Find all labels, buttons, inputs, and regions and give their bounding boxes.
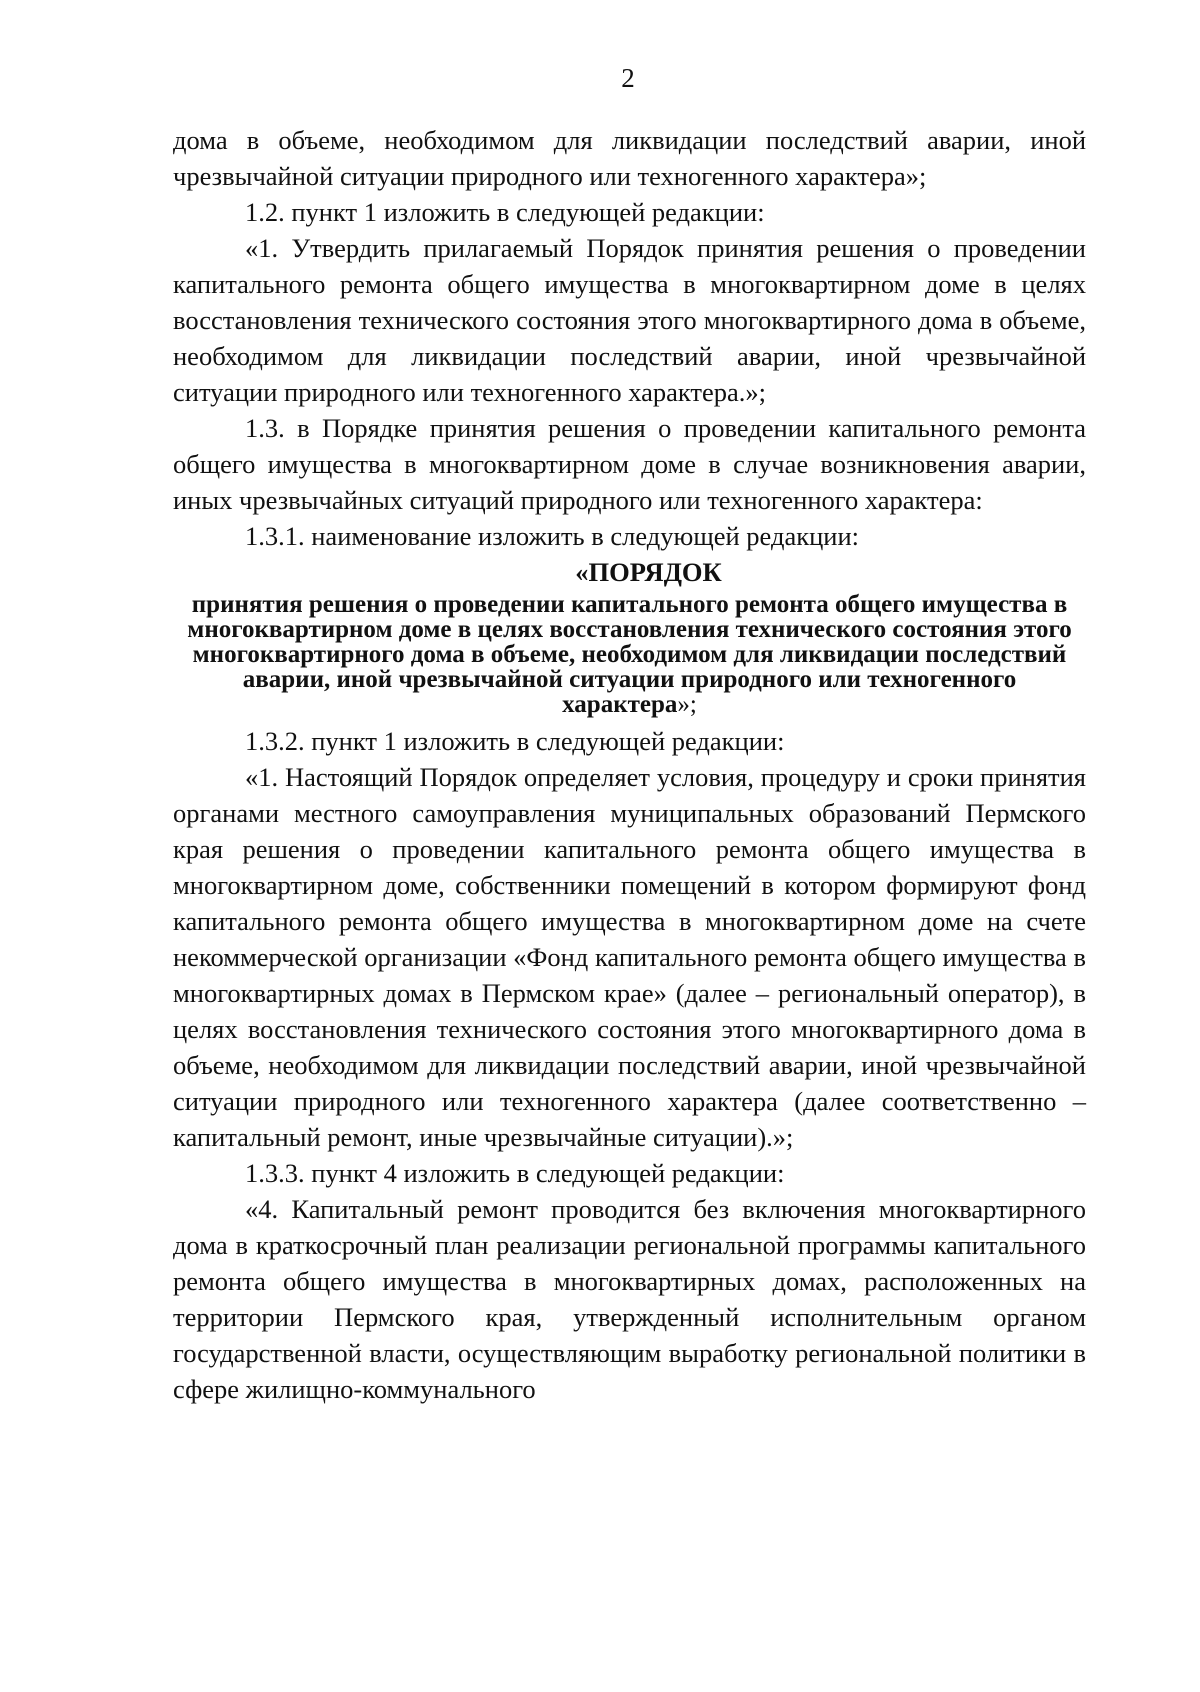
- paragraph-item-1-3-2: 1.3.2. пункт 1 изложить в следующей редакции:: [245, 726, 785, 756]
- paragraph-item-1-2: 1.2. пункт 1 изложить в следующей редакции:: [245, 197, 765, 227]
- paragraph-order-point-1: «1. Настоящий Порядок определяет условия, процедуру и сроки принятия органами местного самоуправления муниципальных образований Пермского края решения о проведении капитального ремонта общего имущества в многоквартирном доме, собственники помещений в котором формируют фонд капитального ремонта общего имущества в многоквартирном доме на счете некоммерческой организации «Фонд капитального ремонта общего имущества в многоквартирных домах в Пермском крае» (далее – региональный оператор), в целях восстановления технического состояния этого многоквартирного дома в объеме, необходимом для ликвидации последствий аварии, иной чрезвычайной ситуации природного или техногенного характера (далее соответственно – капитальный ремонт, иные чрезвычайные ситуации).»;: [173, 762, 1086, 1152]
- paragraph-item-1-3-1: 1.3.1. наименование изложить в следующей редакции:: [245, 521, 859, 551]
- paragraph-approve-order: «1. Утвердить прилагаемый Порядок принятия решения о проведении капитального ремонта общего имущества в многоквартирном доме в целях восстановления технического состояния этого многоквартирного дома в объеме, необходимом для ликвидации последствий аварии, иной чрезвычайной ситуации природного или техногенного характера.»;: [173, 233, 1086, 407]
- paragraph-continuation: дома в объеме, необходимом для ликвидации последствий аварии, иной чрезвычайной ситуации природного или техногенного характера»;: [173, 125, 1086, 191]
- paragraph-order-point-4: «4. Капитальный ремонт проводится без включения многоквартирного дома в краткосрочный план реализации региональной программы капитального ремонта общего имущества в многоквартирных домах, расположенных на территории Пермского края, утвержденный исполнительным органом государственной власти, осуществляющим выработку региональной политики в сфере жилищно-коммунального: [173, 1194, 1086, 1404]
- paragraph-item-1-3: 1.3. в Порядке принятия решения о проведении капитального ремонта общего имущества в многоквартирном доме в случае возникновения аварии, иных чрезвычайных ситуаций природного или техногенного характера:: [173, 413, 1086, 515]
- page-number: 2: [621, 63, 635, 93]
- document-body: [173, 122, 1086, 1407]
- order-heading-title: «ПОРЯДОК: [575, 557, 722, 587]
- paragraph-item-1-3-3: 1.3.3. пункт 4 изложить в следующей редакции:: [245, 1158, 785, 1188]
- order-heading-subtitle-tail: »;: [677, 691, 697, 718]
- order-heading-subtitle-bold: принятия решения о проведении капитального ремонта общего имущества в многоквартирном доме в целях восстановления технического состояния этого многоквартирного дома в объеме, необходимом для ликвидации последствий аварии, иной чрезвычайной ситуации природного или техногенного характера: [187, 591, 1072, 718]
- order-heading-subtitle: [173, 592, 1086, 717]
